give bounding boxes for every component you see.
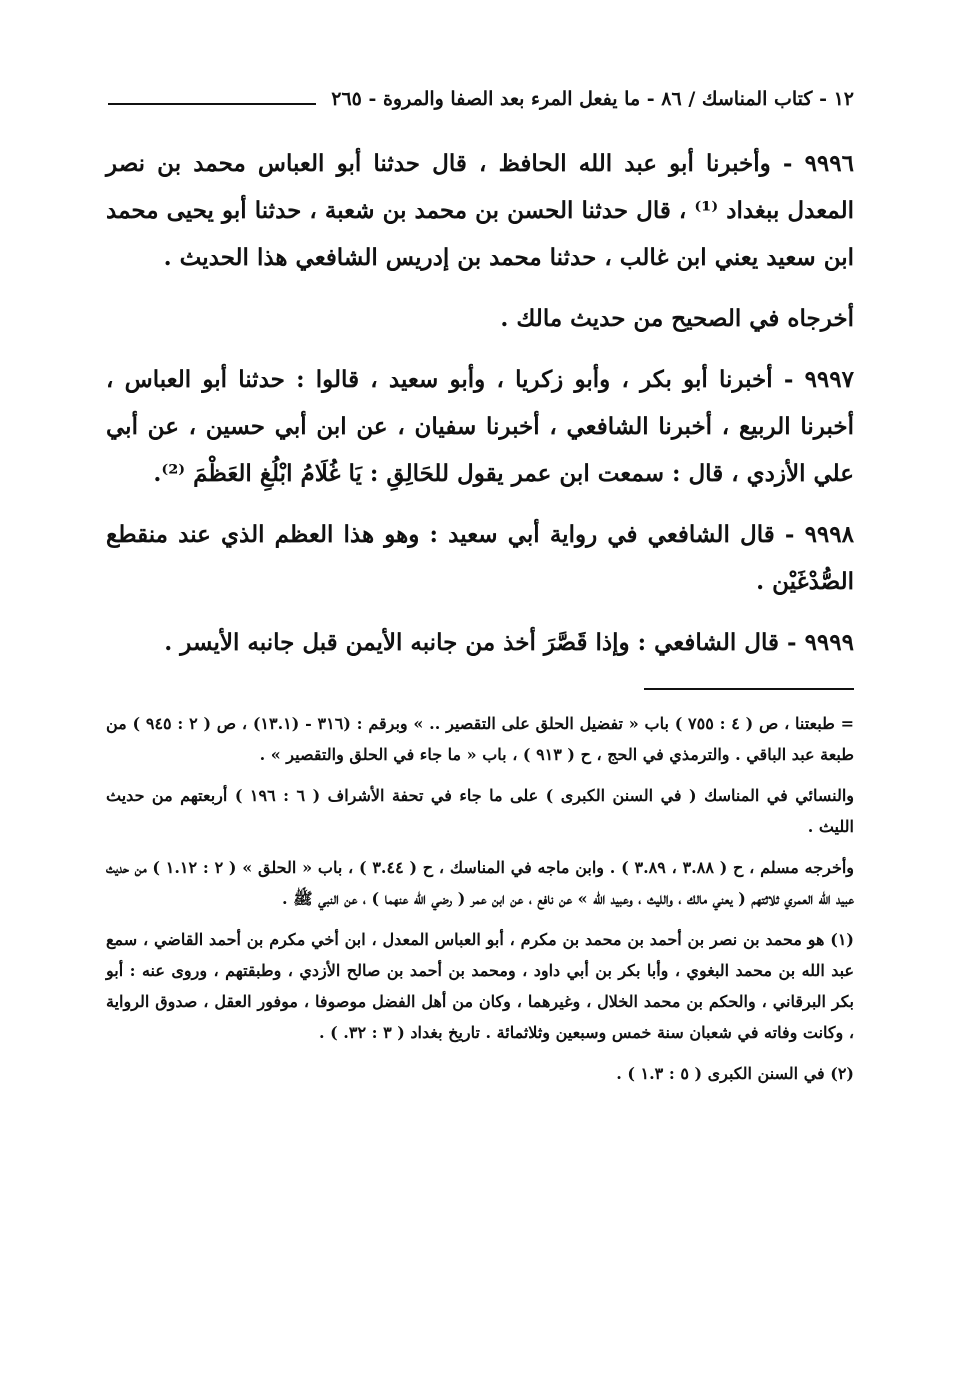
- footnote-muslim: وأخرجه مسلم ، ح ( ٣.٨٨ ، ٣.٨٩ ) . وابن ماجه في المناسك ، ح ( ٣.٤٤ ) ، باب « الحلق » ( ٢ : ١.١٢ ) من حديث عبيد الله العمري ثلاثتهم ( يعني مالك ، والليث ، وعبيد الله » عن نافع ، عن ابن عمر ( رضي الله عنهما ) ، عن النبي ﷺ .: [106, 858, 855, 908]
- hadith-9997: ٩٩٩٧ - أخبرنا أبو بكر ، وأبو زكريا ، وأبو سعيد ، قالوا : حدثنا أبو العباس ، أخبرنا الربيع ، أخبرنا الشافعي ، أخبرنا سفيان ، عن ابن أبي حسين ، عن أبي علي الأزدي ، قال : سمعت ابن عمر يقول للحَالِقِ : يَا غُلَامُ ابْلُغِ العَظْمَ ⁽²⁾.: [106, 366, 854, 487]
- footnote-1: (١) هو محمد بن نصر بن أحمد بن محمد بن مكرم ، أبو العباس المعدل ، ابن أخي مكرم بن أحمد القاضي ، سمع عبد الله بن محمد البغوي ، وأبا بكر بن أبي داود ، ومحمد بن أحمد بن صالح الأزدي ، وطبقتهم ، وروى عنه : أبو بكر البرقاني ، والحكم بن محمد الخلال ، وغيرهما ، وكان من أهل الفضل موصوفا ، موفور العقل ، صدوق الرواية ، وكانت وفاته في شعبان سنة خمس وسبعين وثلاثمائة . تاريخ بغداد ( ٣ : ٣٢. ) .: [106, 930, 855, 1042]
- footnote-rule: [644, 688, 854, 690]
- footnotes: [106, 708, 854, 1089]
- main-text: [106, 140, 854, 666]
- document-page: [106, 84, 854, 1099]
- hadith-9999: ٩٩٩٩ - قال الشافعي : وإذا قَصَّرَ أخذ من جانبه الأيمن قبل جانبه الأيسر .: [164, 629, 854, 656]
- hadith-9996-note: أخرجاه في الصحيح من حديث مالك .: [500, 305, 854, 332]
- footnote-nasai: والنسائي في المناسك ( في السنن الكبرى ) على ما جاء في تحفة الأشراف ( ٦ : ١٩٦ ) أربعتهم من حديث الليث .: [106, 786, 855, 836]
- footnote-2: (٢) في السنن الكبرى ( ٥ : ١.٣ ) .: [616, 1064, 854, 1083]
- running-header: [106, 84, 854, 120]
- header-rule: [108, 103, 316, 105]
- hadith-9996: ٩٩٩٦ - وأخبرنا أبو عبد الله الحافظ ، قال حدثنا أبو العباس محمد بن نصر المعدل ببغداد ⁽¹⁾ ، قال حدثنا الحسن بن محمد بن شعبة ، حدثنا أبو يحيى محمد ابن سعيد يعني ابن غالب ، حدثنا محمد بن إدريس الشافعي هذا الحديث .: [106, 150, 854, 271]
- footnote-continuation: = طبعتنا ، ص ( ٤ : ٧٥٥ ) باب « تفضيل الحلق على التقصير .. » وبرقم : (٣١٦ - (١٣.١) ، ص ( ٢ : ٩٤٥ ) من طبعة عبد الباقي . والترمذي في الحج ، ح ( ٩١٣ ) ، باب « ما جاء في الحلق والتقصير » .: [106, 714, 854, 764]
- running-head-text: ١٢ - كتاب المناسك / ٨٦ - ما يفعل المرء بعد الصفا والمروة - ٢٦٥: [331, 88, 854, 110]
- hadith-9998: ٩٩٩٨ - قال الشافعي في رواية أبي سعيد : وهو هذا العظم الذي عند منقطع الصُّدْغَيْن .: [106, 521, 854, 595]
